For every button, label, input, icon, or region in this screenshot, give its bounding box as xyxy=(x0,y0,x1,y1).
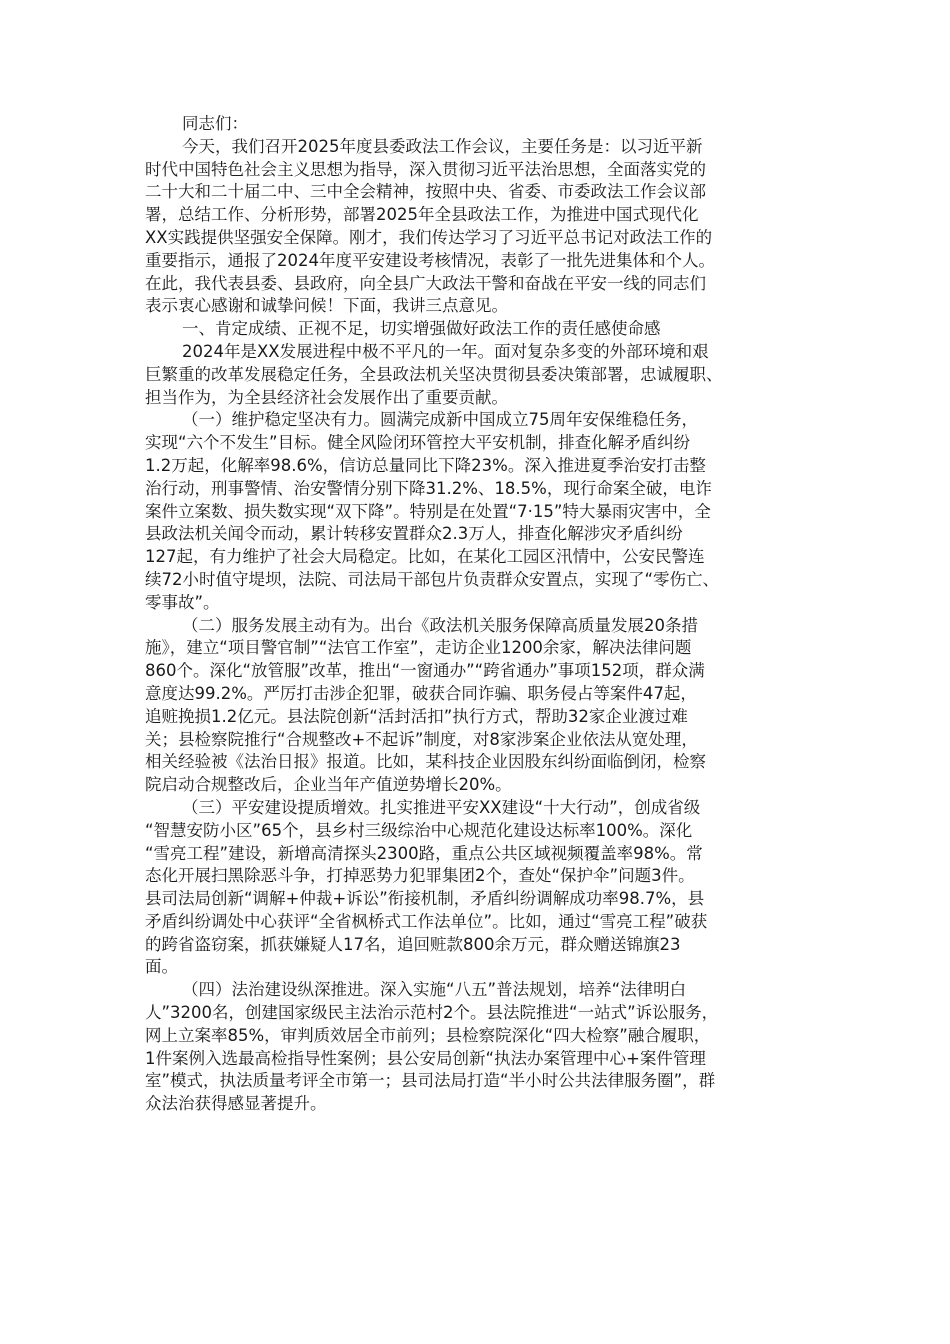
text-line: 重要指示，通报了2024年度平安建设考核情况，表彰了一批先进集体和个人。 xyxy=(145,250,715,270)
text-line: 实现“六个不发生”目标。健全风险闭环管控大平安机制，排查化解矛盾纠纷 xyxy=(145,433,691,453)
text-line: 巨繁重的改革发展稳定任务，全县政法机关坚决贯彻县委决策部署，忠诚履职、 xyxy=(145,364,723,384)
text-line: 一、肯定成绩、正视不足，切实增强做好政法工作的责任感使命感 xyxy=(182,319,661,339)
text-line: 续72小时值守堤坝，法院、司法局干部包片负责群众安置点，实现了“零伤亡、 xyxy=(145,569,720,589)
text-line: 署，总结工作、分析形势，部署2025年全县政法工作，为推进中国式现代化 xyxy=(145,205,699,225)
text-line: 院启动合规整改后，企业当年产值逆势增长20%。 xyxy=(145,775,512,795)
text-line: 相关经验被《法治日报》报道。比如，某科技企业因股东纠纷面临倒闭，检察 xyxy=(145,752,706,772)
text-line: 室”模式，执法质量考评全市第一；县司法局打造“半小时公共法律服务圈”，群 xyxy=(145,1071,716,1091)
text-line: 2024年是XX发展进程中极不平凡的一年。面对复杂多变的外部环境和艰 xyxy=(182,341,709,361)
text-line: 时代中国特色社会主义思想为指导，深入贯彻习近平法治思想，全面落实党的 xyxy=(145,159,706,179)
text-line: 的跨省盗窃案，抓获嫌疑人17名，追回赃款800余万元，群众赠送锦旗23 xyxy=(145,934,681,954)
text-line: 网上立案率85%，审判质效居全市前列；县检察院深化“四大检察”融合履职， xyxy=(145,1025,711,1045)
text-line: （四）法治建设纵深推进。深入实施“八五”普法规划，培养“法律明白 xyxy=(182,980,687,1000)
text-line: 治行动，刑事警情、治安警情分别下降31.2%、18.5%，现行命案全破，电诈 xyxy=(145,478,712,498)
text-line: “智慧安防小区”65个，县乡村三级综治中心规范化建设达标率100%。深化 xyxy=(145,820,693,840)
text-line: 同志们： xyxy=(182,114,248,133)
text-line: 案件立案数、损失数实现“双下降”。特别是在处置“7·15”特大暴雨灾害中，全 xyxy=(145,501,711,521)
text-line: 860个。深化“放管服”改革，推出“一窗通办”“跨省通办”事项152项，群众满 xyxy=(145,661,705,681)
text-line: （三）平安建设提质增效。扎实推进平安XX建设“十大行动”，创成省级 xyxy=(182,797,701,817)
text-line: 追赃挽损1.2亿元。县法院创新“活封活扣”执行方式，帮助32家企业渡过难 xyxy=(145,706,688,726)
text-line: 127起，有力维护了社会大局稳定。比如，在某化工园区汛情中，公安民警连 xyxy=(145,547,705,567)
text-line: 矛盾纠纷调处中心获评“全省枫桥式工作法单位”。比如，通过“雪亮工程”破获 xyxy=(145,911,708,931)
text-line: （二）服务发展主动有为。出台《政法机关服务保障高质量发展20条措 xyxy=(182,615,698,635)
text-line: 担当作为，为全县经济社会发展作出了重要贡献。 xyxy=(145,387,508,407)
text-line: “雪亮工程”建设，新增高清探头2300路，重点公共区域视频覆盖率98%。常 xyxy=(145,843,703,863)
text-line: 态化开展扫黑除恶斗争，打掉恶势力犯罪集团2个，查处“保护伞”问题3件。 xyxy=(145,866,695,886)
document-body xyxy=(145,113,805,1116)
text-line: 1件案例入选最高检指导性案例；县公安局创新“执法办案管理中心+案件管理 xyxy=(145,1048,706,1068)
text-line: 1.2万起，化解率98.6%，信访总量同比下降23%。深入推进夏季治安打击整 xyxy=(145,455,706,475)
text-line: 意度达99.2%。严厉打击涉企犯罪，破获合同诈骗、职务侵占等案件47起， xyxy=(145,683,697,703)
text-line: 表示衷心感谢和诚挚问候！下面，我讲三点意见。 xyxy=(145,296,508,316)
text-line: 施》，建立“项目警官制”“法官工作室”，走访企业1200余家，解决法律问题 xyxy=(145,638,692,658)
text-line: XX实践提供坚强安全保障。刚才，我们传达学习了习近平总书记对政法工作的 xyxy=(145,227,713,247)
text-line: 二十大和二十届二中、三中全会精神，按照中央、省委、市委政法工作会议部 xyxy=(145,182,706,202)
text-line: 县政法机关闻令而动，累计转移安置群众2.3万人，排查化解涉灾矛盾纠纷 xyxy=(145,524,683,544)
text-line: 众法治获得感显著提升。 xyxy=(145,1094,327,1114)
text-line: 在此，我代表县委、县政府，向全县广大政法干警和奋战在平安一线的同志们 xyxy=(145,273,706,293)
text-line: 零事故”。 xyxy=(145,592,220,612)
text-line: 关；县检察院推行“合规整改+不起诉”制度，对8家涉案企业依法从宽处理， xyxy=(145,729,698,749)
text-line: 今天，我们召开2025年度县委政法工作会议，主要任务是：以习近平新 xyxy=(182,136,703,156)
text-line: 面。 xyxy=(145,957,178,977)
text-line: 县司法局创新“调解+仲裁+诉讼”衔接机制，矛盾纠纷调解成功率98.7%，县 xyxy=(145,889,705,909)
text-line: （一）维护稳定坚决有力。圆满完成新中国成立75周年安保维稳任务， xyxy=(182,410,698,430)
text-line: 人”3200名，创建国家级民主法治示范村2个。县法院推进“一站式”诉讼服务， xyxy=(145,1003,719,1023)
